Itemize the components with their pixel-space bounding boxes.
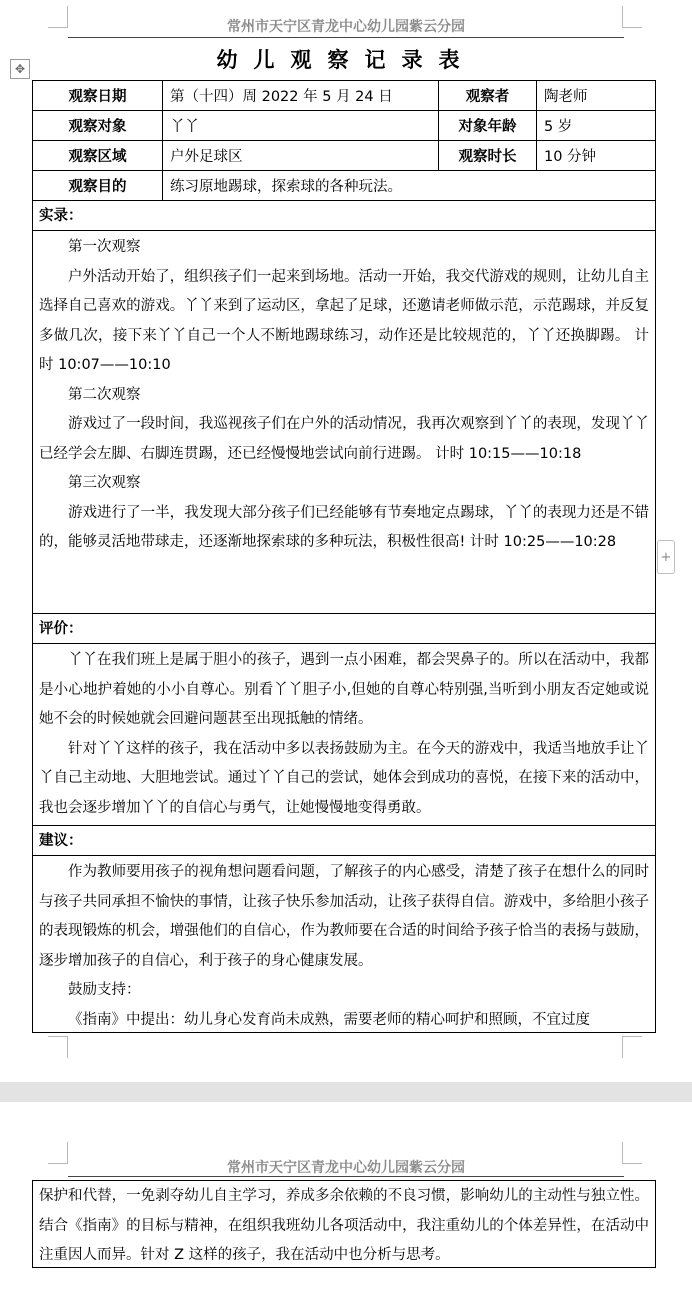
area-label: 观察区域 xyxy=(33,141,163,170)
evaluation-paragraph-1: 丫丫在我们班上是属于胆小的孩子，遇到一点小困难，都会哭鼻子的。所以在活动中，我都是小心地护着她的小小自尊心。别看丫丫胆子小,但她的自尊心特别强,当听到小朋友否定她或说她不会的时候她就会回避问题甚至出现抵触的情绪。 xyxy=(39,652,649,727)
subject-label: 观察对象 xyxy=(33,111,163,140)
table-bottom-border xyxy=(32,1032,656,1033)
document-page-2 xyxy=(0,1102,692,1310)
age-value[interactable]: 5 岁 xyxy=(544,119,573,135)
observation-1-text: 户外活动开始了，组织孩子们一起来到场地。活动一开始，我交代游戏的规则，让幼儿自主选择自己喜欢的游戏。丫丫来到了运动区，拿起了足球，还邀请老师做示范，示范踢球，并反复多做几次，接下来丫丫自己一个人不断地踢球练习，动作还是比较规范的，丫丫还换脚踢。 计时 10:07——10:10 xyxy=(39,268,649,373)
area-value[interactable]: 户外足球区 xyxy=(163,141,439,170)
age-label: 对象年龄 xyxy=(439,111,537,140)
purpose-label: 观察目的 xyxy=(33,171,163,200)
suggestion-paragraph-3: 保护和代替，一免剥夺幼儿自主学习，养成多余依赖的不良习惯，影响幼儿的主动性与独立性。结合《指南》的目标与精神，在组织我班幼儿各项活动中，我注重幼儿的个体差异性，在活动中注重因人而异。针对 Z 这样的孩子，我在活动中也分析与思考。 xyxy=(39,1188,649,1263)
suggestion-paragraph-2: 《指南》中提出：幼儿身心发育尚未成熟，需要老师的精心呵护和照顾，不宜过度 xyxy=(68,1011,590,1028)
crop-mark xyxy=(622,1036,642,1058)
record-heading: 实录： xyxy=(33,201,655,231)
observation-table xyxy=(32,80,656,1033)
evaluation-paragraph-2: 针对丫丫这样的孩子，我在活动中多以表扬鼓励为主。在今天的游戏中，我适当地放手让丫丫自己主动地、大胆地尝试。通过丫丫自己的尝试，她体会到成功的喜悦，在接下来的活动中，我也会逐步增加丫丫的自信心与勇气，让她慢慢地变得勇敢。 xyxy=(39,740,649,816)
suggestion-section-continued[interactable] xyxy=(33,1181,655,1271)
page-gap xyxy=(0,1082,692,1102)
info-row-area xyxy=(33,141,655,171)
page-header: 常州市天宁区青龙中心幼儿园紫云分园 xyxy=(227,19,465,35)
purpose-value[interactable]: 练习原地踢球，探索球的各种玩法。 xyxy=(170,179,402,195)
observation-table-continued xyxy=(32,1180,656,1268)
date-label: 观察日期 xyxy=(33,81,163,110)
evaluation-section[interactable] xyxy=(33,644,655,826)
page-header: 常州市天宁区青龙中心幼儿园紫云分园 xyxy=(227,1160,465,1176)
info-row-date xyxy=(33,81,655,111)
observation-1-title: 第一次观察 xyxy=(68,239,141,255)
suggestion-paragraph-1: 作为教师要用孩子的视角想问题看问题，了解孩子的内心感受，清楚了孩子在想什么的同时与孩子共同承担不愉快的事情，让孩子快乐参加活动，让孩子获得自信。游戏中，多给胆小孩子的表现锻炼的机会，增强他们的自信心，作为教师要在合适的时间给予孩子恰当的表扬与鼓励，逐步增加孩子的自信心，利于孩子的身心健康发展。 xyxy=(39,864,649,969)
record-section[interactable] xyxy=(33,231,655,614)
observation-3-title: 第三次观察 xyxy=(68,475,141,491)
add-column-icon[interactable]: + xyxy=(657,540,675,574)
observation-3-text: 游戏进行了一半，我发现大部分孩子们已经能够有节奏地定点踢球，丫丫的表现力还是不错的，能够灵活地带球走，还逐渐地探索球的多种玩法，积极性很高! 计时 10:25——10:28 xyxy=(39,504,649,550)
observation-2-text: 游戏过了一段时间，我巡视孩子们在户外的活动情况，我再次观察到丫丫的表现，发现丫丫已经学会左脚、右脚连贯踢，还已经慢慢地尝试向前行进踢。 计时 10:15——10:18 xyxy=(39,416,649,462)
subject-value[interactable]: 丫丫 xyxy=(163,111,439,140)
crop-mark xyxy=(48,1036,68,1058)
evaluation-heading: 评价： xyxy=(33,614,655,644)
support-label: 鼓励支持： xyxy=(68,982,141,998)
suggestion-section[interactable] xyxy=(33,856,655,1034)
suggestion-heading: 建议： xyxy=(33,826,655,856)
table-move-handle-icon[interactable]: ✥ xyxy=(10,59,30,79)
info-row-purpose xyxy=(33,171,655,201)
observation-2-title: 第二次观察 xyxy=(68,386,141,403)
observer-label: 观察者 xyxy=(439,81,537,110)
observer-value[interactable]: 陶老师 xyxy=(544,89,588,105)
info-row-subject xyxy=(33,111,655,141)
document-title: 幼儿观察记录表 xyxy=(216,48,476,72)
date-value[interactable]: 第（十四）周 2022 年 5 月 24 日 xyxy=(163,81,439,110)
duration-label: 观察时长 xyxy=(439,141,537,170)
header-rule xyxy=(68,1176,624,1177)
duration-value[interactable]: 10 分钟 xyxy=(544,149,597,165)
header-rule xyxy=(68,37,624,38)
